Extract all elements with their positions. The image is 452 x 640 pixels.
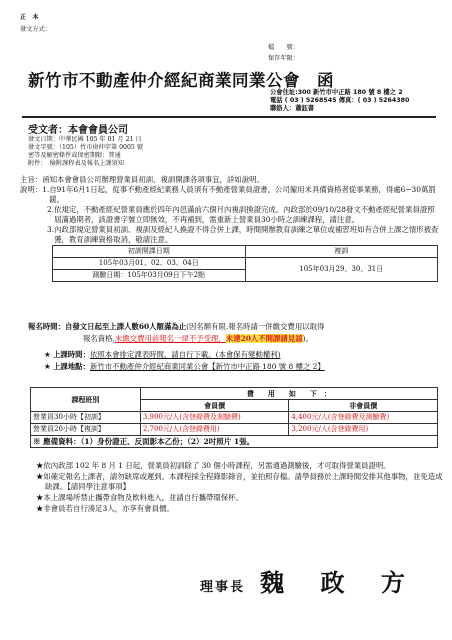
explain-text: 依規定，不動產經紀營業員應於四年內邑滿前六個月內複訓換證完成。內政部於09/10/28發文不動產經紀營業員證照屆滿過期者，該證書字號立即無效，不再補到，需重新上營業員30小時之訓練課程，請注意。	[54, 205, 435, 224]
location-label: 上課地點：	[53, 362, 90, 371]
table-row	[31, 424, 438, 436]
deadline-line	[28, 322, 325, 332]
signature-role: 理事長	[200, 580, 246, 595]
note-item: ★如確定報名上課者，請勿缺席或遲到。本課程採全程錄影錄音，並拍照存檔。請學員務於上課時間安排其他事物，並免造成缺課。【請同學注意事項】	[36, 472, 443, 491]
subject-label: 主旨：	[20, 175, 43, 184]
explain-text: 自91年6月1日起，從事不動產經紀業務人員須有不動產營業員證書，公司僱用未具備資格者從事業務，得處6~30萬罰鍰。	[49, 185, 436, 204]
doc-header	[20, 14, 51, 34]
initial-header: 初訓開課日期	[53, 246, 246, 258]
fees-table	[30, 387, 438, 448]
association-phone: 電話 ( 03 ) 5268545 傳真：( 03 ) 5264380	[270, 97, 410, 105]
member-price: 2,700元/人(含登錄費用)	[140, 424, 289, 436]
class-time-text: 依照本會排定課表時間，請自行下載。(本會保有變動權利)	[89, 350, 281, 359]
subject-line	[20, 175, 440, 185]
deadline-note: (因名額有限.報名時請一併繳交費用以取得	[186, 322, 325, 331]
signature-name: 魏 政 方	[260, 568, 419, 597]
nonmember-price: 3,200元/人(含登錄費用)	[289, 424, 438, 436]
subject-block	[20, 175, 440, 245]
explain-item-2	[20, 205, 440, 225]
recipient-method: 發文方式：	[20, 26, 51, 33]
explain-label: 說明：	[20, 185, 43, 194]
course-name: 營業員30小時【初訓】	[31, 412, 141, 424]
explain-text: 內政部規定營業員初訓、複訓及經紀人換證不得合併上課，時間開辦教育訓練之單位或補習班如有合併上課之情形被查獲，教育訓練資格取消，敬請注意。	[54, 225, 439, 244]
unpaid-warning: 未繳交費用前報名一律不予受理，	[114, 334, 226, 343]
deadline-line-2	[28, 334, 325, 344]
explain-num: 1.	[42, 185, 50, 194]
document-number: 發文字號：（105）竹市房仲字第 0005 號	[28, 144, 144, 151]
contact-person: 聯絡人：蕭鈺書	[270, 105, 315, 113]
confidentiality: 密等及解密條件或保密期限：普通	[28, 152, 121, 159]
nonmember-price: 4,400元/人(含登錄費及測驗費)	[289, 412, 438, 424]
nonmember-header: 非會員價	[289, 400, 438, 412]
star-icon: ★	[44, 362, 51, 371]
file-number-label: 檔 號：	[268, 44, 299, 51]
refresher-header: 複訓	[245, 246, 438, 258]
deadline-text: 自發文日起至上課人數60人額滿為止	[64, 322, 187, 331]
refresher-dates: 105年03月29、30、31日	[245, 258, 438, 282]
signature	[200, 563, 419, 598]
table-row	[31, 388, 438, 400]
retention-label: 保存年限：	[268, 55, 299, 62]
location-line	[28, 362, 325, 372]
page-title: 新竹市不動產仲介經紀商業同業公會 函	[28, 71, 334, 90]
note-item: ★本上課場所禁止攜帶食物及飲料進入，並請自行攜帶環保杯。	[36, 493, 243, 502]
deadline-label: 報名時間：	[28, 322, 65, 331]
deadline-note-2: 報名資格,	[83, 334, 115, 343]
note-item: ★依內政部 102 年 8 月 1 日起，營業員初訓除了 30 個小時課程，另需通過測驗後，才可取得營業員證明。	[36, 461, 391, 470]
table-row	[53, 258, 438, 270]
class-time-line	[28, 350, 325, 360]
member-price: 3,900元/人(含登錄費及測驗費)	[140, 412, 289, 424]
note-item: ★非會員若自行湊足3人，亦享有會員價。	[36, 504, 174, 513]
attachment: 附件： 檢附課程表及報名上課須知	[28, 160, 124, 167]
minimum-warning: 未達20人不開課請見諒	[225, 334, 303, 343]
association-address: 公會住址:300 新竹市中正路 180 號 8 樓之 2	[270, 89, 403, 96]
star-icon: ★	[44, 350, 51, 359]
file-info	[268, 44, 299, 63]
notes-block	[36, 461, 444, 514]
copy-type: 正 本	[20, 14, 39, 21]
issue-date: 發文日期：中華民國 105 年 01 月 21 日	[28, 136, 142, 143]
class-time-label: 上課時間：	[53, 350, 90, 359]
explain-num: 2.	[47, 205, 55, 214]
initial-dates: 105年03月01、02、03、04日	[53, 258, 246, 270]
table-row	[31, 436, 438, 448]
minimum-end: )。	[302, 334, 313, 343]
subject-text: 函知本會會員公司辦理營業員初訓、複訓開課各項事宜，詳如說明。	[42, 175, 264, 184]
test-date: 測驗日期：105年03月09日下午2點	[53, 270, 246, 282]
contact-block	[270, 89, 409, 114]
explain-item-1	[20, 185, 440, 205]
course-name: 營業員20小時【複訓】	[31, 424, 141, 436]
meta-block	[28, 136, 143, 168]
explain-item-3	[20, 225, 440, 245]
apply-block	[28, 322, 325, 372]
title-divider	[22, 116, 436, 118]
table-row	[53, 246, 438, 258]
required-documents: ※ 應備資料：（1）身份證正、反面影本乙份；（2）2吋照片 1張。	[31, 436, 438, 448]
course-header: 課程班別	[31, 388, 141, 412]
fee-header: 費 用 如 下 ：	[140, 388, 437, 400]
location-text: 新竹市不動產仲介經紀商業同業公會【新竹市中正路 180 號 8 樓之 2】	[89, 362, 325, 371]
member-header: 會員價	[140, 400, 289, 412]
recipient: 受文者：本會會員公司	[28, 125, 128, 136]
table-row	[31, 412, 438, 424]
explain-num: 3.	[47, 225, 55, 234]
schedule-table	[52, 245, 438, 282]
